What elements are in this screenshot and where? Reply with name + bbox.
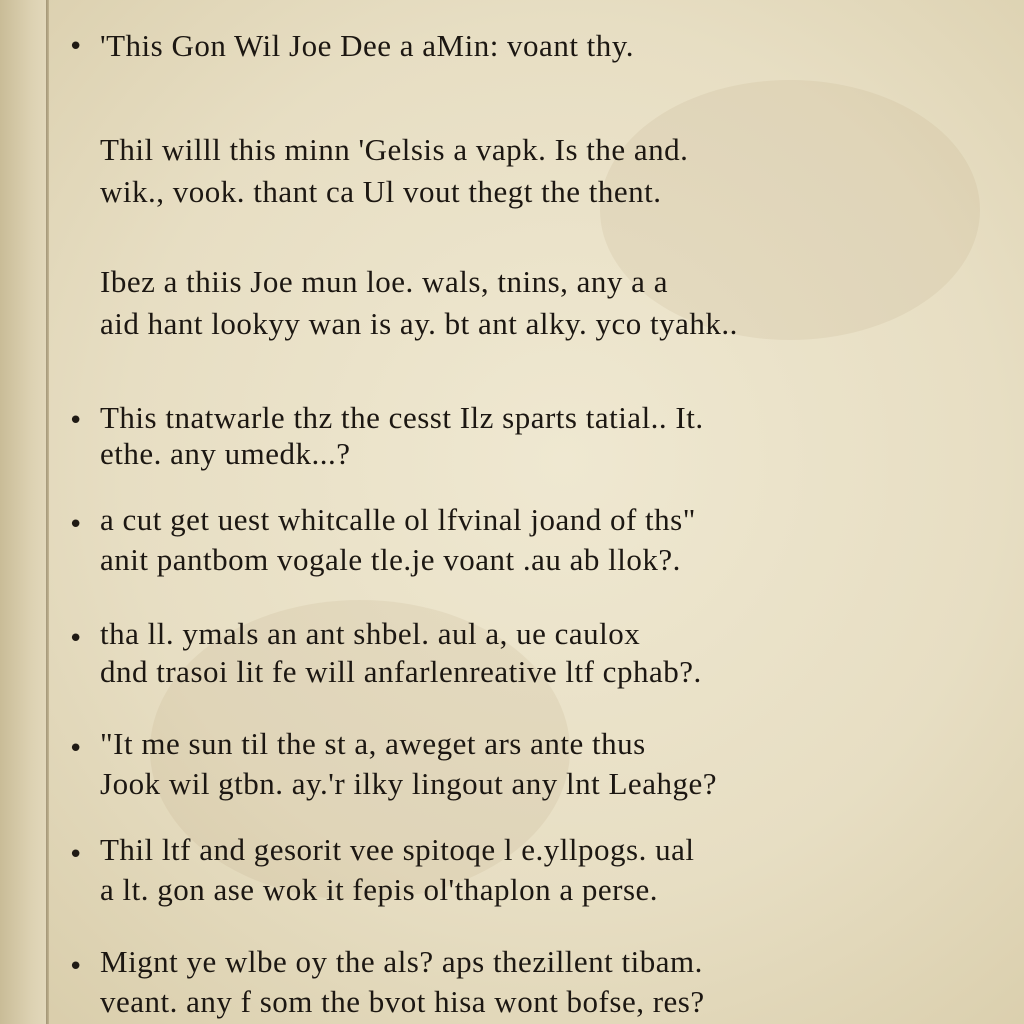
entry-line: ethe. any umedk...? xyxy=(100,436,351,471)
entry-line: Mignt ye wlbe oy the als? aps thezillent tibam. xyxy=(100,944,703,979)
entry-line: tha ll. ymals an ant shbel. aul a, ue caulox xyxy=(100,616,641,651)
entry-line: dnd trasoi lit fe will anfarlenreative ltf cphab?. xyxy=(100,654,702,689)
entry-line: a cut get uest whitcalle ol lfvinal joand of ths" xyxy=(100,502,696,537)
bullet-dot: • xyxy=(68,406,84,436)
entry-line: a lt. gon ase wok it fepis ol'thaplon a perse. xyxy=(100,872,659,907)
bullet-dot: • xyxy=(68,624,84,654)
bullet-dot: • xyxy=(68,32,84,62)
entry-line: Thil willl this minn 'Gelsis a vapk. Is the and. xyxy=(100,132,689,167)
bullet-dot: • xyxy=(68,952,84,982)
entry-line: wik., vook. thant ca Ul vout thegt the thent. xyxy=(100,174,662,209)
entry-line: Jook wil gtbn. ay.'r ilky lingout any lnt Leahge? xyxy=(100,766,717,801)
bullet-dot: • xyxy=(68,840,84,870)
bullet-dot: • xyxy=(68,510,84,540)
entry-line: anit pantbom vogale tle.je voant .au ab llok?. xyxy=(100,542,681,577)
entry-line: aid hant lookyy wan is ay. bt ant alky. yco tyahk.. xyxy=(100,306,738,341)
entry-line: "It me sun til the st a, aweget ars ante thus xyxy=(100,726,646,761)
bullet-dot: • xyxy=(68,734,84,764)
entry-line: 'This Gon Wil Joe Dee a aMin: voant thy. xyxy=(100,28,635,63)
entry-line: Thil ltf and gesorit vee spitoqe l e.yllpogs. ual xyxy=(100,832,695,867)
entry-line: Ibez a thiis Joe mun loe. wals, tnins, any a a xyxy=(100,264,668,299)
entry-line: This tnatwarle thz the cesst Ilz sparts tatial.. It. xyxy=(100,400,704,435)
entry-line: veant. any f som the bvot hisa wont bofse, res? xyxy=(100,984,705,1019)
